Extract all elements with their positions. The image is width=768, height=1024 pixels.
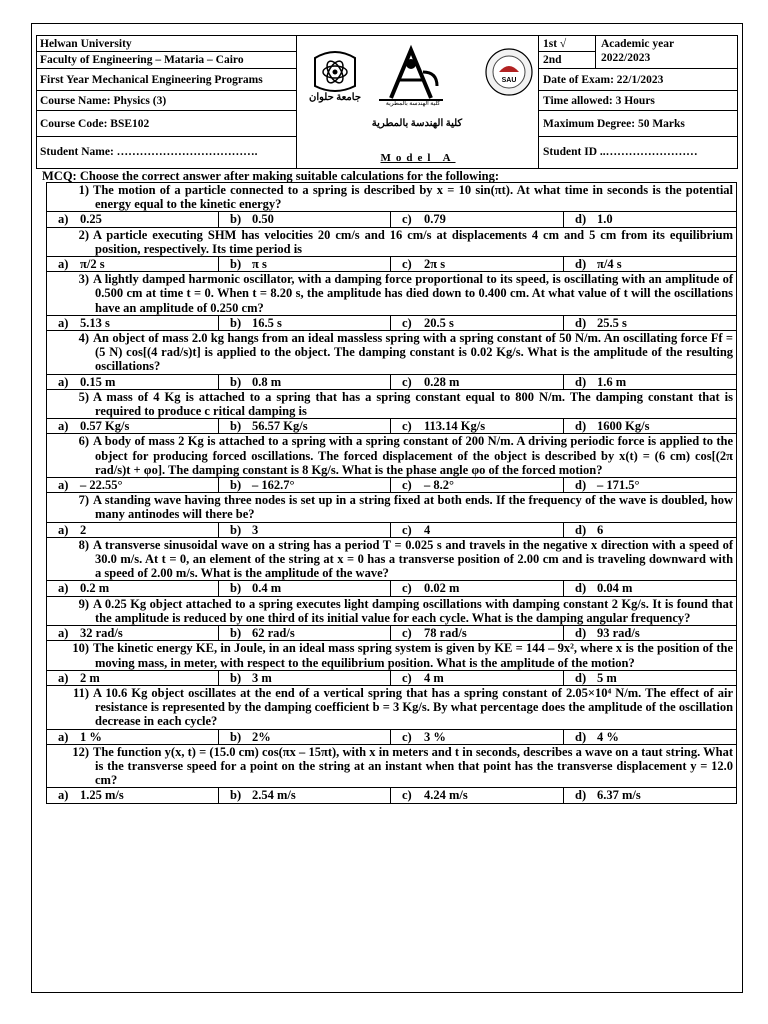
answer-option[interactable] — [219, 212, 391, 227]
question-row — [47, 537, 737, 581]
option-letter: d) — [575, 374, 587, 389]
answer-option[interactable] — [47, 581, 219, 596]
faculty-logo-caption: كلية الهندسة بالمطرية — [385, 101, 441, 107]
option-letter: d) — [575, 478, 587, 493]
answer-option[interactable] — [219, 626, 391, 641]
option-letter: d) — [575, 788, 587, 803]
option-letter: a) — [58, 581, 69, 596]
options-row — [47, 729, 737, 744]
option-letter: b) — [230, 478, 242, 493]
mcq-instructions: MCQ: Choose the correct answer after making suitable calculations for the following: — [42, 169, 500, 183]
option-value: 5 m — [597, 670, 617, 685]
options-row — [47, 788, 737, 803]
student-name-field: Student Name: ………………………………. — [40, 146, 258, 158]
course-code: Course Code: BSE102 — [37, 111, 296, 137]
answer-option[interactable] — [47, 788, 219, 803]
academic-year — [601, 37, 674, 65]
option-letter: a) — [58, 257, 69, 272]
semester-first: 1st √ — [539, 36, 596, 52]
option-value: 0.2 m — [80, 581, 110, 596]
academic-year-value: 2022/2023 — [601, 52, 651, 64]
answer-option[interactable] — [219, 670, 391, 685]
answer-option[interactable] — [47, 626, 219, 641]
option-letter: c) — [402, 478, 412, 493]
option-letter: b) — [230, 581, 242, 596]
options-row — [47, 478, 737, 493]
option-value: 1.25 m/s — [80, 788, 124, 803]
answer-option[interactable] — [391, 670, 564, 685]
answer-option[interactable] — [47, 729, 219, 744]
option-letter: a) — [58, 788, 69, 803]
question-row — [47, 685, 737, 729]
option-letter: c) — [402, 257, 412, 272]
faculty-logo — [371, 42, 451, 104]
answer-option[interactable] — [219, 581, 391, 596]
option-letter: d) — [575, 257, 587, 272]
option-letter: d) — [575, 729, 587, 744]
option-value: 6.37 m/s — [597, 788, 641, 803]
option-letter: b) — [230, 419, 242, 434]
answer-option[interactable] — [391, 729, 564, 744]
answer-option[interactable] — [219, 478, 391, 493]
option-letter: b) — [230, 212, 242, 227]
option-letter: b) — [230, 670, 242, 685]
answer-option[interactable] — [391, 257, 564, 272]
question-text: A 10.6 Kg object oscillates at the end of a vertical spring that has a spring constant of 2.05×10⁴ N/m. The effect of air resistance is represented by the damping coefficient b = 3 Kg/s. By what percentage does the amplitude of the oscillation decrease in each cycle? — [93, 685, 734, 729]
option-value: 4 m — [424, 670, 444, 685]
option-letter: c) — [402, 788, 412, 803]
option-value: – 171.5° — [597, 478, 640, 493]
sau-logo-label: SAU — [501, 77, 517, 84]
answer-option[interactable] — [564, 315, 737, 330]
option-value: 0.57 Kg/s — [80, 419, 130, 434]
semester-second: 2nd — [539, 52, 596, 68]
option-letter: b) — [230, 315, 242, 330]
question-text: A lightly damped harmonic oscillator, with a damping force proportional to its speed, is oscillating with an amplitude of 0.500 cm at time t = 0. When t = 8.20 s, the amplitude has died down to 0.400 cm. At what value of t will the oscillations have an amplitude of 0.250 cm? — [93, 272, 734, 315]
course-name: Course Name: Physics (3) — [37, 91, 296, 111]
answer-option[interactable] — [47, 315, 219, 330]
university-name: Helwan University — [37, 36, 296, 52]
question-number: 4) — [78, 331, 89, 346]
maximum-degree: Maximum Degree: 50 Marks — [539, 111, 737, 137]
option-letter: d) — [575, 581, 587, 596]
option-value: π/4 s — [597, 257, 622, 272]
question-row — [47, 331, 737, 375]
option-letter: a) — [58, 478, 69, 493]
answer-option[interactable] — [391, 626, 564, 641]
options-row — [47, 257, 737, 272]
option-value: 1.0 — [597, 212, 613, 227]
program-name: First Year Mechanical Engineering Programs — [37, 69, 296, 91]
question-text: The kinetic energy KE, in Joule, in an ideal mass spring system is given by KE = 144 – 9x², where x is the position of the moving mass, in meter, with respect to the equilibrium position. What is the amplitude of the motion? — [93, 641, 734, 670]
option-letter: a) — [58, 729, 69, 744]
option-value: 0.15 m — [80, 374, 116, 389]
option-value: 6 — [597, 522, 604, 537]
question-number: 8) — [78, 537, 89, 552]
questions-table — [46, 182, 737, 804]
question-text-cell — [47, 272, 737, 316]
faculty-arabic-name: كلية الهندسة بالمطرية — [371, 118, 463, 129]
option-value: 1 % — [80, 729, 102, 744]
options-row — [47, 419, 737, 434]
answer-option[interactable] — [564, 626, 737, 641]
option-value: 0.28 m — [424, 374, 460, 389]
option-letter: d) — [575, 212, 587, 227]
option-letter: a) — [58, 626, 69, 641]
option-value: 3 m — [252, 670, 272, 685]
option-value: – 8.2° — [424, 478, 454, 493]
option-value: π s — [252, 257, 267, 272]
option-value: 1.6 m — [597, 374, 627, 389]
question-number: 12) — [72, 744, 89, 759]
option-letter: c) — [402, 315, 412, 330]
answer-option[interactable] — [564, 729, 737, 744]
question-number: 11) — [73, 685, 89, 700]
exam-model: Model A — [380, 152, 456, 164]
answer-option[interactable] — [47, 212, 219, 227]
option-value: 16.5 s — [252, 315, 282, 330]
option-letter: a) — [58, 522, 69, 537]
answer-option[interactable] — [564, 419, 737, 434]
answer-option[interactable] — [391, 522, 564, 537]
answer-option[interactable] — [564, 212, 737, 227]
question-number: 1) — [78, 183, 89, 197]
option-value: 2π s — [424, 257, 446, 272]
option-value: 62 rad/s — [252, 626, 295, 641]
option-letter: b) — [230, 788, 242, 803]
option-letter: c) — [402, 729, 412, 744]
answer-option[interactable] — [47, 374, 219, 389]
option-value: 4 % — [597, 729, 619, 744]
answer-option[interactable] — [219, 522, 391, 537]
question-text-cell — [47, 434, 737, 478]
question-text: A mass of 4 Kg is attached to a spring that has a spring constant equal to 800 N/m. The damping constant that is required to produce c ritical damping is — [93, 389, 734, 419]
question-row — [47, 434, 737, 478]
header-logos — [297, 36, 539, 168]
option-value: 93 rad/s — [597, 626, 640, 641]
option-value: 78 rad/s — [424, 626, 467, 641]
options-row — [47, 212, 737, 227]
question-row — [47, 389, 737, 418]
option-value: 5.13 s — [80, 315, 110, 330]
option-letter: a) — [58, 670, 69, 685]
option-letter: c) — [402, 419, 412, 434]
university-arabic-name: جامعة حلوان — [308, 92, 362, 103]
answer-option[interactable] — [219, 788, 391, 803]
sau-logo — [485, 48, 533, 96]
question-text: A 0.25 Kg object attached to a spring executes light damping oscillations with damping constant 2 Kg/s. It is found that the amplitude is reduced by one third of its initial value for each cycle. What is the damping angular frequency? — [93, 596, 734, 625]
option-value: 2.54 m/s — [252, 788, 296, 803]
question-row — [47, 272, 737, 316]
answer-option[interactable] — [391, 374, 564, 389]
options-row — [47, 374, 737, 389]
option-value: 0.79 — [424, 212, 446, 227]
answer-option[interactable] — [219, 729, 391, 744]
option-value: 0.02 m — [424, 581, 460, 596]
answer-option[interactable] — [564, 581, 737, 596]
answer-option[interactable] — [47, 257, 219, 272]
question-text: An object of mass 2.0 kg hangs from an ideal massless spring with a spring constant of 50 N/m. An oscillating force Ff = (5 N) cos[(4 rad/s)t] is applied to the object. The damping constant is 0.02 Kg/s. What is the amplitude of the resulting oscillations? — [93, 331, 734, 374]
answer-option[interactable] — [219, 315, 391, 330]
question-row — [47, 744, 737, 788]
question-row — [47, 227, 737, 256]
answer-option[interactable] — [47, 478, 219, 493]
question-number: 3) — [78, 272, 89, 287]
option-value: 2 m — [80, 670, 100, 685]
question-text: The function y(x, t) = (15.0 cm) cos(πx – 15πt), with x in meters and t in seconds, describes a wave on a taut string. What is the transverse speed for a point on the string at an instant when that point has the transverse displacement y = 12.0 cm? — [93, 744, 734, 788]
question-text: A body of mass 2 Kg is attached to a spring with a spring constant of 200 N/m. A driving periodic force is applied to the object for producing forced oscillations. The forced displacement of the object is described by x(t) = (6 cm) cos[(2π rad/s)t + φo]. The damping constant is 8 Kg/s. What is the phase angle φo of the forced motion? — [93, 434, 734, 477]
question-text: The motion of a particle connected to a spring is described by x = 10 sin(πt). At what time in seconds is the potential energy equal to the kinetic energy? — [93, 183, 734, 212]
question-text-cell — [47, 596, 737, 625]
options-row — [47, 581, 737, 596]
option-value: 1600 Kg/s — [597, 419, 650, 434]
time-allowed: Time allowed: 3 Hours — [539, 91, 737, 111]
question-text-cell — [47, 537, 737, 581]
option-letter: a) — [58, 212, 69, 227]
option-letter: b) — [230, 729, 242, 744]
student-id-field: Student ID ..…………………… — [543, 146, 698, 158]
question-text-cell — [47, 641, 737, 670]
exam-date: Date of Exam: 22/1/2023 — [539, 69, 737, 91]
answer-option[interactable] — [391, 788, 564, 803]
question-text-cell — [47, 183, 737, 212]
options-row — [47, 670, 737, 685]
option-value: 0.8 m — [252, 374, 282, 389]
option-letter: c) — [402, 581, 412, 596]
option-letter: d) — [575, 522, 587, 537]
option-letter: c) — [402, 522, 412, 537]
question-number: 7) — [78, 493, 89, 508]
answer-option[interactable] — [219, 374, 391, 389]
exam-header — [36, 35, 738, 169]
option-value: 4 — [424, 522, 431, 537]
question-row — [47, 641, 737, 670]
options-row — [47, 626, 737, 641]
answer-option[interactable] — [47, 419, 219, 434]
option-value: 20.5 s — [424, 315, 454, 330]
option-value: 2 — [80, 522, 87, 537]
answer-option[interactable] — [219, 419, 391, 434]
option-letter: c) — [402, 212, 412, 227]
header-institution-block — [37, 36, 297, 168]
question-text-cell — [47, 331, 737, 375]
option-letter: d) — [575, 626, 587, 641]
option-letter: a) — [58, 374, 69, 389]
option-letter: d) — [575, 670, 587, 685]
option-value: 3 — [252, 522, 259, 537]
question-text-cell — [47, 685, 737, 729]
answer-option[interactable] — [564, 478, 737, 493]
answer-option[interactable] — [391, 419, 564, 434]
question-text-cell — [47, 227, 737, 256]
option-value: 56.57 Kg/s — [252, 419, 308, 434]
option-letter: a) — [58, 315, 69, 330]
answer-option[interactable] — [391, 315, 564, 330]
question-text-cell — [47, 744, 737, 788]
option-value: – 22.55° — [80, 478, 123, 493]
option-value: 2% — [252, 729, 271, 744]
option-letter: b) — [230, 626, 242, 641]
question-number: 6) — [78, 434, 89, 449]
option-value: 32 rad/s — [80, 626, 123, 641]
option-value: 0.25 — [80, 212, 102, 227]
option-value: 4.24 m/s — [424, 788, 468, 803]
question-number: 10) — [72, 641, 89, 656]
answer-option[interactable] — [219, 257, 391, 272]
semester-year-grid — [539, 36, 737, 69]
answer-option[interactable] — [391, 212, 564, 227]
question-row — [47, 183, 737, 212]
answer-option[interactable] — [564, 257, 737, 272]
question-text: A particle executing SHM has velocities 20 cm/s and 16 cm/s at displacements 4 cm and 5 cm from its equilibrium position, respectively. Its time period is — [93, 227, 734, 256]
option-value: π/2 s — [80, 257, 105, 272]
option-letter: a) — [58, 419, 69, 434]
header-exam-info-block — [538, 36, 737, 168]
question-row — [47, 596, 737, 625]
question-text: A transverse sinusoidal wave on a string has a period T = 0.025 s and travels in the negative x direction with a speed of 30.0 m/s. At t = 0, an element of the string at x = 0 has a transverse position of 2.00 cm and is traveling downward with a speed of 2.00 m/s. What is the amplitude of the wave? — [93, 537, 734, 581]
question-row — [47, 493, 737, 522]
answer-option[interactable] — [47, 670, 219, 685]
question-text-cell — [47, 389, 737, 418]
question-text: A standing wave having three nodes is set up in a string fixed at both ends. If the frequency of the wave is doubled, how many antinodes will there be? — [93, 493, 734, 522]
option-value: 3 % — [424, 729, 446, 744]
option-value: 25.5 s — [597, 315, 627, 330]
answer-option[interactable] — [47, 522, 219, 537]
answer-option[interactable] — [391, 478, 564, 493]
option-value: 0.04 m — [597, 581, 633, 596]
option-letter: d) — [575, 315, 587, 330]
option-value: 0.4 m — [252, 581, 282, 596]
option-letter: d) — [575, 419, 587, 434]
question-number: 9) — [78, 596, 89, 611]
option-value: – 162.7° — [252, 478, 295, 493]
question-number: 5) — [78, 389, 89, 404]
option-letter: c) — [402, 670, 412, 685]
option-value: 0.50 — [252, 212, 274, 227]
answer-option[interactable] — [564, 670, 737, 685]
option-letter: b) — [230, 522, 242, 537]
answer-option[interactable] — [564, 374, 737, 389]
answer-option[interactable] — [564, 788, 737, 803]
option-letter: b) — [230, 257, 242, 272]
options-row — [47, 522, 737, 537]
option-letter: b) — [230, 374, 242, 389]
faculty-name: Faculty of Engineering – Mataria – Cairo — [37, 52, 296, 69]
answer-option[interactable] — [564, 522, 737, 537]
academic-year-label: Academic year — [601, 38, 675, 50]
question-number: 2) — [78, 227, 89, 242]
answer-option[interactable] — [391, 581, 564, 596]
question-text-cell — [47, 493, 737, 522]
options-row — [47, 315, 737, 330]
option-letter: c) — [402, 626, 412, 641]
option-letter: c) — [402, 374, 412, 389]
option-value: 113.14 Kg/s — [424, 419, 486, 434]
